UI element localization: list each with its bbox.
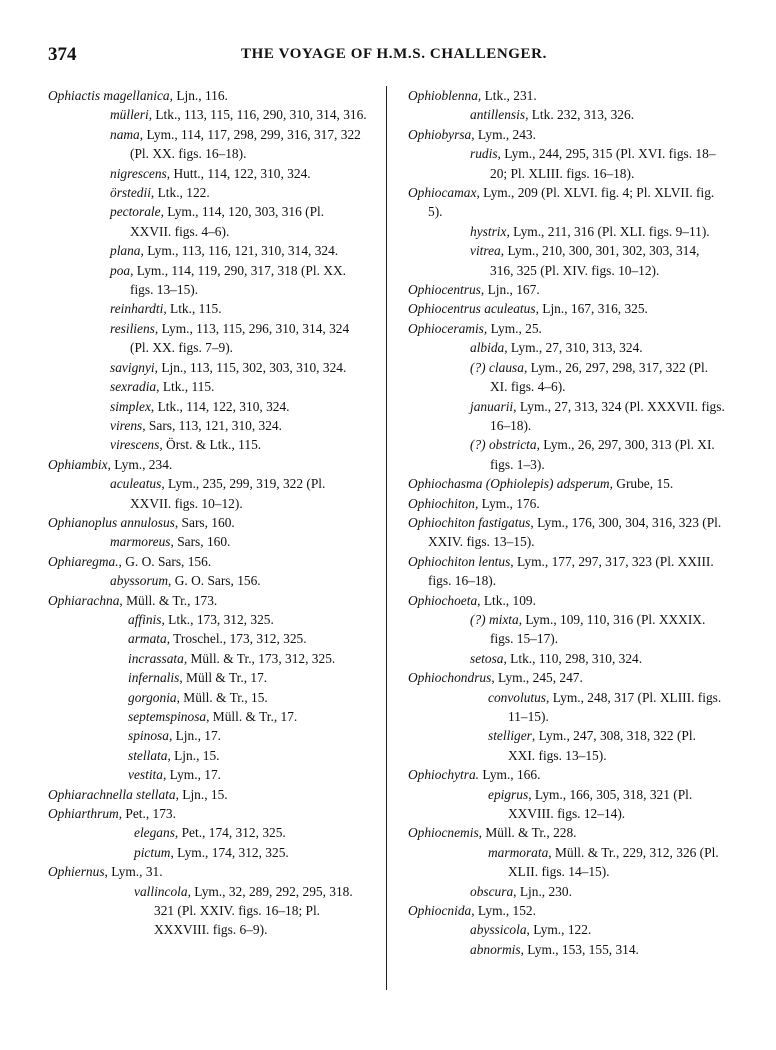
index-entry <box>408 920 726 939</box>
entry-references: , Lym., 245, 247. <box>491 670 583 686</box>
species-name: antillensis <box>470 107 526 123</box>
species-name: albida <box>470 340 505 356</box>
index-entry <box>48 105 368 124</box>
entry-references: , Ltk., 109. <box>477 592 536 608</box>
index-entry <box>408 901 726 920</box>
species-name: poa <box>110 262 131 278</box>
index-entry <box>48 377 368 396</box>
entry-references: , Lym., 153, 155, 314. <box>520 941 639 957</box>
entry-references: , Ljn., 167. <box>480 282 540 298</box>
index-entry <box>408 105 726 124</box>
entry-references: , Ljn., 15. <box>175 786 228 802</box>
species-name: Ophiochiton fastigatus <box>408 514 531 530</box>
entry-references: , G. O. Sars, 156. <box>168 573 261 589</box>
entry-references: , Ltk., 113, 115, 116, 290, 310, 314, 316. <box>148 107 367 123</box>
index-entry <box>48 164 368 183</box>
entry-references: , Lym., 174, 312, 325. <box>170 844 289 860</box>
entry-references: , Hutt., 114, 122, 310, 324. <box>166 165 311 181</box>
index-entry <box>48 862 368 881</box>
species-name: stellata <box>128 747 168 763</box>
species-name: (?) mixta <box>470 611 519 627</box>
species-name: Ophiochasma (Ophiolepis) adsperum <box>408 476 610 492</box>
entry-references: , Lym., 177, 297, 317, 323 (Pl. XXIII. figs. 16–18). <box>428 553 714 589</box>
index-entry <box>48 202 368 241</box>
entry-references: , Lym., 122. <box>526 922 592 938</box>
species-name: Ophianoplus annulosus <box>48 514 175 530</box>
index-entry <box>48 726 368 745</box>
index-entry <box>408 183 726 222</box>
species-name: Ophioceramis <box>408 320 484 336</box>
index-entry <box>408 688 726 727</box>
entry-references: , Ljn., 113, 115, 302, 303, 310, 324. <box>154 359 347 375</box>
index-entry <box>408 338 726 357</box>
entry-references: , Lym., 114, 120, 303, 316 (Pl. XXVII. figs. 4–6). <box>130 204 325 239</box>
index-entry <box>48 455 368 474</box>
index-entry <box>408 668 726 687</box>
species-name: Ophiactis magellanica <box>48 88 170 103</box>
species-name: Ophiarachnella stellata <box>48 786 176 802</box>
index-entry <box>408 843 726 882</box>
entry-references: , Müll. & Tr., 229, 312, 326 (Pl. XLII. figs. 14–15). <box>508 844 719 880</box>
entry-references: , Ltk., 114, 122, 310, 324. <box>150 398 290 414</box>
index-entry <box>408 319 726 338</box>
species-name: incrassata <box>128 650 184 666</box>
entry-references: , G. O. Sars, 156. <box>118 553 212 569</box>
index-entry <box>408 552 726 591</box>
index-entry <box>408 222 726 241</box>
species-name: aculeatus <box>110 476 162 492</box>
entry-references: , Ljn., 230. <box>513 883 572 899</box>
index-entry <box>48 299 368 318</box>
entry-references: , Lym., 244, 295, 315 (Pl. XVI. figs. 18–20; Pl. XLIII. figs. 16–18). <box>490 146 716 181</box>
page-number: 374 <box>48 44 77 65</box>
species-name: abyssicola <box>470 922 527 938</box>
index-entry <box>408 280 726 299</box>
index-entry <box>48 183 368 202</box>
species-name: Ophiambix <box>48 456 108 472</box>
species-name: januarii <box>470 398 514 414</box>
entry-references: , Pet., 173. <box>118 806 176 822</box>
species-name: marmorata <box>488 844 549 860</box>
species-name: affinis <box>128 611 162 627</box>
entry-references: , Örst. & Ltk., 115. <box>159 437 262 453</box>
index-entry <box>408 591 726 610</box>
species-name: abyssorum <box>110 573 169 589</box>
species-name: reinhardti <box>110 301 164 317</box>
species-name: Ophiocnida <box>408 903 472 919</box>
index-entry <box>408 397 726 436</box>
index-column-left <box>48 86 368 940</box>
entry-references: , Lym., 211, 316 (Pl. XLI. figs. 9–11). <box>506 223 710 239</box>
index-entry <box>48 765 368 784</box>
species-name: resiliens <box>110 320 155 336</box>
entry-references: , Lym., 114, 119, 290, 317, 318 (Pl. XX. figs. 13–15). <box>130 262 346 298</box>
entry-references: , Lym., 26, 297, 300, 313 (Pl. XI. figs. 1–3). <box>490 437 715 472</box>
index-entry <box>48 571 368 590</box>
species-name: Ophiochoeta <box>408 592 478 608</box>
species-name: Ophiarachna <box>48 592 120 608</box>
index-entry <box>408 474 726 493</box>
entry-references: , Lym., 31. <box>104 864 163 880</box>
species-name: simplex <box>110 398 151 414</box>
species-name: sexradia <box>110 379 157 395</box>
entry-references: , Ljn., 15. <box>167 747 220 763</box>
entry-references: , Lym., 176. <box>474 495 540 511</box>
index-entry <box>48 688 368 707</box>
species-name: rudis <box>470 146 498 162</box>
species-name: Ophiocnemis <box>408 825 479 841</box>
species-name: virescens <box>110 437 160 453</box>
species-name: Ophiochiton lentus <box>408 553 511 569</box>
entry-references: , Sars, 160. <box>170 534 231 550</box>
entry-references: , Lym., 234. <box>107 456 173 472</box>
species-name: stelliger <box>488 728 532 744</box>
running-title: THE VOYAGE OF H.M.S. CHALLENGER. <box>241 46 547 62</box>
species-name: armata <box>128 631 167 647</box>
entry-references: , Müll & Tr., 17. <box>179 670 268 686</box>
species-name: savignyi <box>110 359 155 375</box>
species-name: mülleri <box>110 107 149 123</box>
entry-references: , Grube, 15. <box>609 476 674 492</box>
species-name: Ophiarthrum <box>48 806 119 822</box>
entry-references: , Lym., 247, 308, 318, 322 (Pl. XXI. figs. 13–15). <box>508 728 696 763</box>
entry-references: , Lym., 243. <box>471 126 536 142</box>
index-entry <box>408 785 726 824</box>
entry-references: , Lym., 248, 317 (Pl. XLIII. figs. 11–15). <box>508 689 722 724</box>
species-name: plana <box>110 243 141 259</box>
index-entry <box>48 435 368 454</box>
species-name: obscura <box>470 883 514 899</box>
column-divider <box>386 86 387 990</box>
index-entry <box>48 707 368 726</box>
index-entry <box>408 86 726 105</box>
entry-references: , Lym., 113, 116, 121, 310, 314, 324. <box>140 243 339 259</box>
species-name: vestita <box>128 767 163 783</box>
species-name: hystrix <box>470 223 507 239</box>
index-entry <box>48 532 368 551</box>
index-entry <box>408 513 726 552</box>
index-entry <box>408 823 726 842</box>
index-entry <box>48 882 368 940</box>
index-entry <box>48 319 368 358</box>
species-name: gorgonia <box>128 689 177 705</box>
entry-references: , Lym., 27, 310, 313, 324. <box>504 340 643 356</box>
index-entry <box>48 629 368 648</box>
species-name: pictum <box>134 844 171 860</box>
entry-references: , Lym., 113, 115, 296, 310, 314, 324 (Pl. XX. figs. 7–9). <box>130 320 350 356</box>
entry-references: , Müll. & Tr., 15. <box>176 689 268 705</box>
entry-references: , Lym., 209 (Pl. XLVI. fig. 4; Pl. XLVII. fig. 5). <box>428 185 715 220</box>
entry-references: , Ltk., 231. <box>477 88 537 103</box>
entry-references: , Sars, 160. <box>174 514 235 530</box>
entry-references: , Lym., 166, 305, 318, 321 (Pl. XXVIII. figs. 12–14). <box>508 786 693 822</box>
page-header <box>48 44 740 68</box>
index-entry <box>48 649 368 668</box>
entry-references: , Lym., 114, 117, 298, 299, 316, 317, 322 (Pl. XX. figs. 16–18). <box>130 126 361 162</box>
species-name: spinosa <box>128 728 169 744</box>
entry-references: , Lym., 27, 313, 324 (Pl. XXXVII. figs. 16–18). <box>490 398 725 433</box>
species-name: Ophiobyrsa <box>408 126 472 142</box>
species-name: infernalis <box>128 670 180 686</box>
index-entry <box>48 804 368 823</box>
index-entry <box>408 435 726 474</box>
entry-references: , Lym., 26, 297, 298, 317, 322 (Pl. XI. figs. 4–6). <box>490 359 709 395</box>
entry-references: , Müll. & Tr., 17. <box>206 709 298 724</box>
entry-references: , Troschel., 173, 312, 325. <box>166 631 307 647</box>
species-name: nigrescens <box>110 165 167 181</box>
species-name: Ophiochondrus <box>408 670 492 686</box>
species-name: Ophioblenna <box>408 88 478 103</box>
entry-references: , Ltk., 173, 312, 325. <box>161 611 274 627</box>
index-entry <box>408 299 726 318</box>
index-entry <box>48 843 368 862</box>
entry-references: , Ljn., 167, 316, 325. <box>535 301 648 317</box>
species-name: setosa <box>470 650 504 666</box>
index-column-right <box>408 86 726 959</box>
entry-references: , Lym., 152. <box>471 903 536 919</box>
index-entry <box>48 591 368 610</box>
entry-references: , Ljn., 17. <box>168 728 222 744</box>
species-name: Ophiocentrus aculeatus <box>408 301 536 317</box>
species-name: abnormis <box>470 941 521 957</box>
species-name: pectorale <box>110 204 161 220</box>
index-entry <box>48 397 368 416</box>
entry-references: , Lym., 32, 289, 292, 295, 318. 321 (Pl. XXIV. figs. 16–18; Pl. XXXVIII. figs. 6–9). <box>154 883 353 938</box>
index-entry <box>408 882 726 901</box>
entry-references: , Lym., 210, 300, 301, 302, 303, 314, 316, 325 (Pl. XIV. figs. 10–12). <box>490 243 700 278</box>
species-name: (?) obstricta <box>470 437 537 453</box>
species-name: vallincola <box>134 883 188 899</box>
species-name: elegans <box>134 825 175 841</box>
index-entry <box>408 125 726 144</box>
index-entry <box>408 649 726 668</box>
species-name: marmoreus <box>110 534 171 550</box>
species-name: Ophiernus <box>48 864 105 880</box>
index-entry <box>48 668 368 687</box>
entry-references: , Lym., 17. <box>162 767 221 783</box>
entry-references: , Ltk., 115. <box>163 301 222 317</box>
species-name: Ophiochiton <box>408 495 475 511</box>
species-name: (?) clausa <box>470 359 524 375</box>
entry-references: , Ltk., 115. <box>156 379 215 395</box>
index-entry <box>408 144 726 183</box>
entry-references: , Ltk., 122. <box>150 185 210 201</box>
index-entry <box>408 241 726 280</box>
index-entry <box>48 474 368 513</box>
species-name: Ophiaregma. <box>48 553 119 569</box>
index-entry <box>48 823 368 842</box>
entry-references: , Sars, 113, 121, 310, 324. <box>142 417 282 433</box>
index-entry <box>408 726 726 765</box>
species-name: nama <box>110 126 140 142</box>
index-entry <box>408 358 726 397</box>
entry-references: , Müll. & Tr., 173, 312, 325. <box>183 650 336 666</box>
index-entry <box>48 261 368 300</box>
index-entry <box>48 241 368 260</box>
entry-references: , Lym., 25. <box>483 320 542 336</box>
index-entry <box>48 416 368 435</box>
species-name: Ophiocamax <box>408 185 477 201</box>
index-entry <box>48 552 368 571</box>
entry-references: , Müll. & Tr., 228. <box>478 825 577 841</box>
entry-references: , Ltk., 110, 298, 310, 324. <box>503 650 643 666</box>
entry-references: , Lym., 176, 300, 304, 316, 323 (Pl. XXIV. figs. 13–15). <box>428 514 722 550</box>
species-name: Ophiocentrus <box>408 282 481 298</box>
index-entry <box>408 765 726 784</box>
index-entry <box>408 610 726 649</box>
species-name: septemspinosa <box>128 709 207 724</box>
entry-references: , Ljn., 116. <box>169 88 228 103</box>
entry-references: , Lym., 235, 299, 319, 322 (Pl. XXVII. figs. 10–12). <box>130 476 326 511</box>
entry-references: , Ltk. 232, 313, 326. <box>525 107 635 123</box>
index-entry <box>48 358 368 377</box>
species-name: virens <box>110 417 143 433</box>
index-entry <box>48 86 368 105</box>
species-name: convolutus <box>488 689 547 705</box>
entry-references: , Lym., 109, 110, 316 (Pl. XXXIX. figs. 15–17). <box>490 611 706 647</box>
entry-references: , Müll. & Tr., 173. <box>119 592 218 608</box>
entry-references: Lym., 166. <box>479 767 541 783</box>
species-name: epigrus <box>488 786 529 802</box>
index-entry <box>48 125 368 164</box>
entry-references: , Pet., 174, 312, 325. <box>174 825 286 841</box>
species-name: vitrea <box>470 243 501 259</box>
index-entry <box>48 610 368 629</box>
species-name: örstedii <box>110 185 151 201</box>
species-name: Ophiochytra. <box>408 767 480 783</box>
index-entry <box>408 940 726 959</box>
index-entry <box>48 785 368 804</box>
index-entry <box>408 494 726 513</box>
index-entry <box>48 513 368 532</box>
index-entry <box>48 746 368 765</box>
